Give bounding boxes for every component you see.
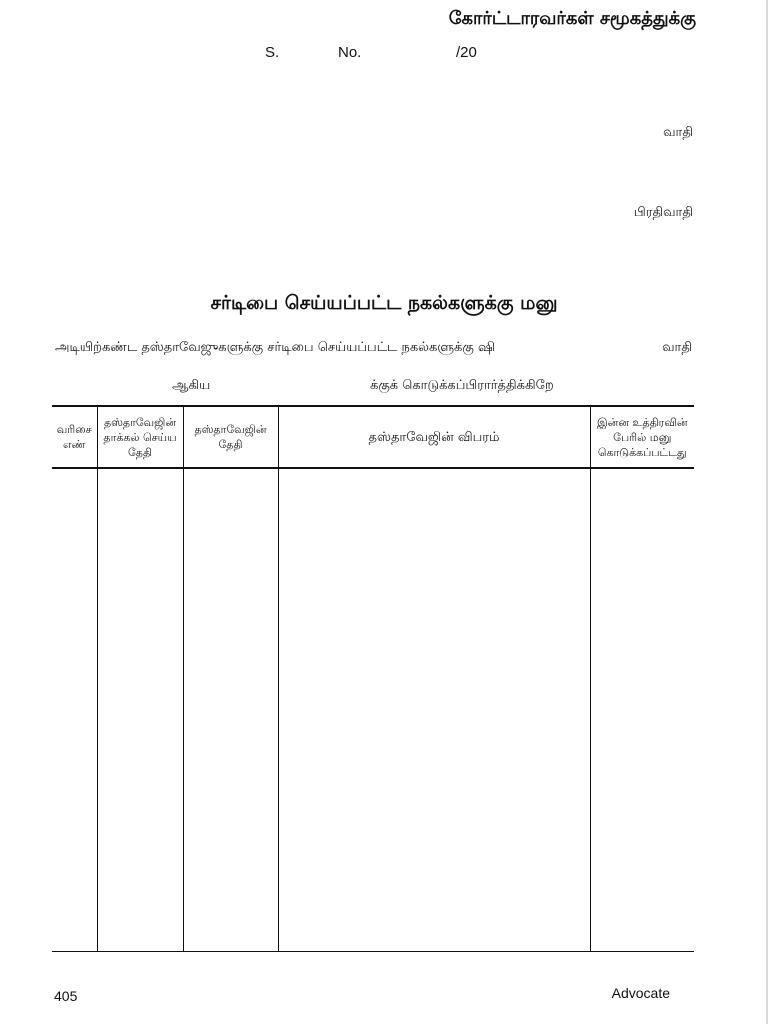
col-header-serial: வரிசை எண்	[52, 406, 97, 468]
page-number: 405	[54, 988, 78, 1004]
request-party-label: வாதி	[662, 340, 692, 355]
defendant-label: பிரதிவாதி	[633, 205, 693, 220]
names-line-right: க்குக் கொடுக்கப்பிரார்த்திக்கிறே	[370, 378, 554, 393]
form-title: சர்டிபை செய்யப்பட்ட நகல்களுக்கு மனு	[210, 292, 558, 314]
advocate-label: Advocate	[611, 985, 670, 1001]
table-row	[52, 468, 694, 952]
suit-year: /20	[456, 44, 477, 61]
cell-serial[interactable]	[52, 468, 97, 952]
col-header-document-date: தஸ்தாவேஜின் தேதி	[183, 406, 278, 468]
request-line: அடியிற்கண்ட தஸ்தாவேஜுகளுக்கு சர்டிபை செய்யப்பட்ட நகல்களுக்கு ஷி	[55, 340, 495, 355]
cell-order-reference[interactable]	[590, 468, 694, 952]
col-header-document-details: தஸ்தாவேஜின் விபரம்	[278, 406, 590, 468]
suit-no-label: No.	[338, 44, 362, 61]
table-header-row	[52, 406, 694, 468]
cell-document-details[interactable]	[278, 468, 590, 952]
names-line-left: ஆகிய	[172, 378, 211, 393]
col-header-filing-date: தஸ்தாவேஜின் தாக்கல் செய்ய தேதி	[97, 406, 183, 468]
court-heading: கோர்ட்டாரவர்கள் சமூகத்துக்கு	[448, 8, 696, 29]
cell-document-date[interactable]	[183, 468, 278, 952]
plaintiff-label: வாதி	[663, 125, 693, 140]
suit-prefix: S.	[265, 44, 280, 61]
documents-table	[52, 405, 694, 952]
cell-filing-date[interactable]	[97, 468, 183, 952]
col-header-order-reference: இன்ன உத்திரவின் பேரில் மனு கொடுக்கப்பட்டது	[590, 406, 694, 468]
